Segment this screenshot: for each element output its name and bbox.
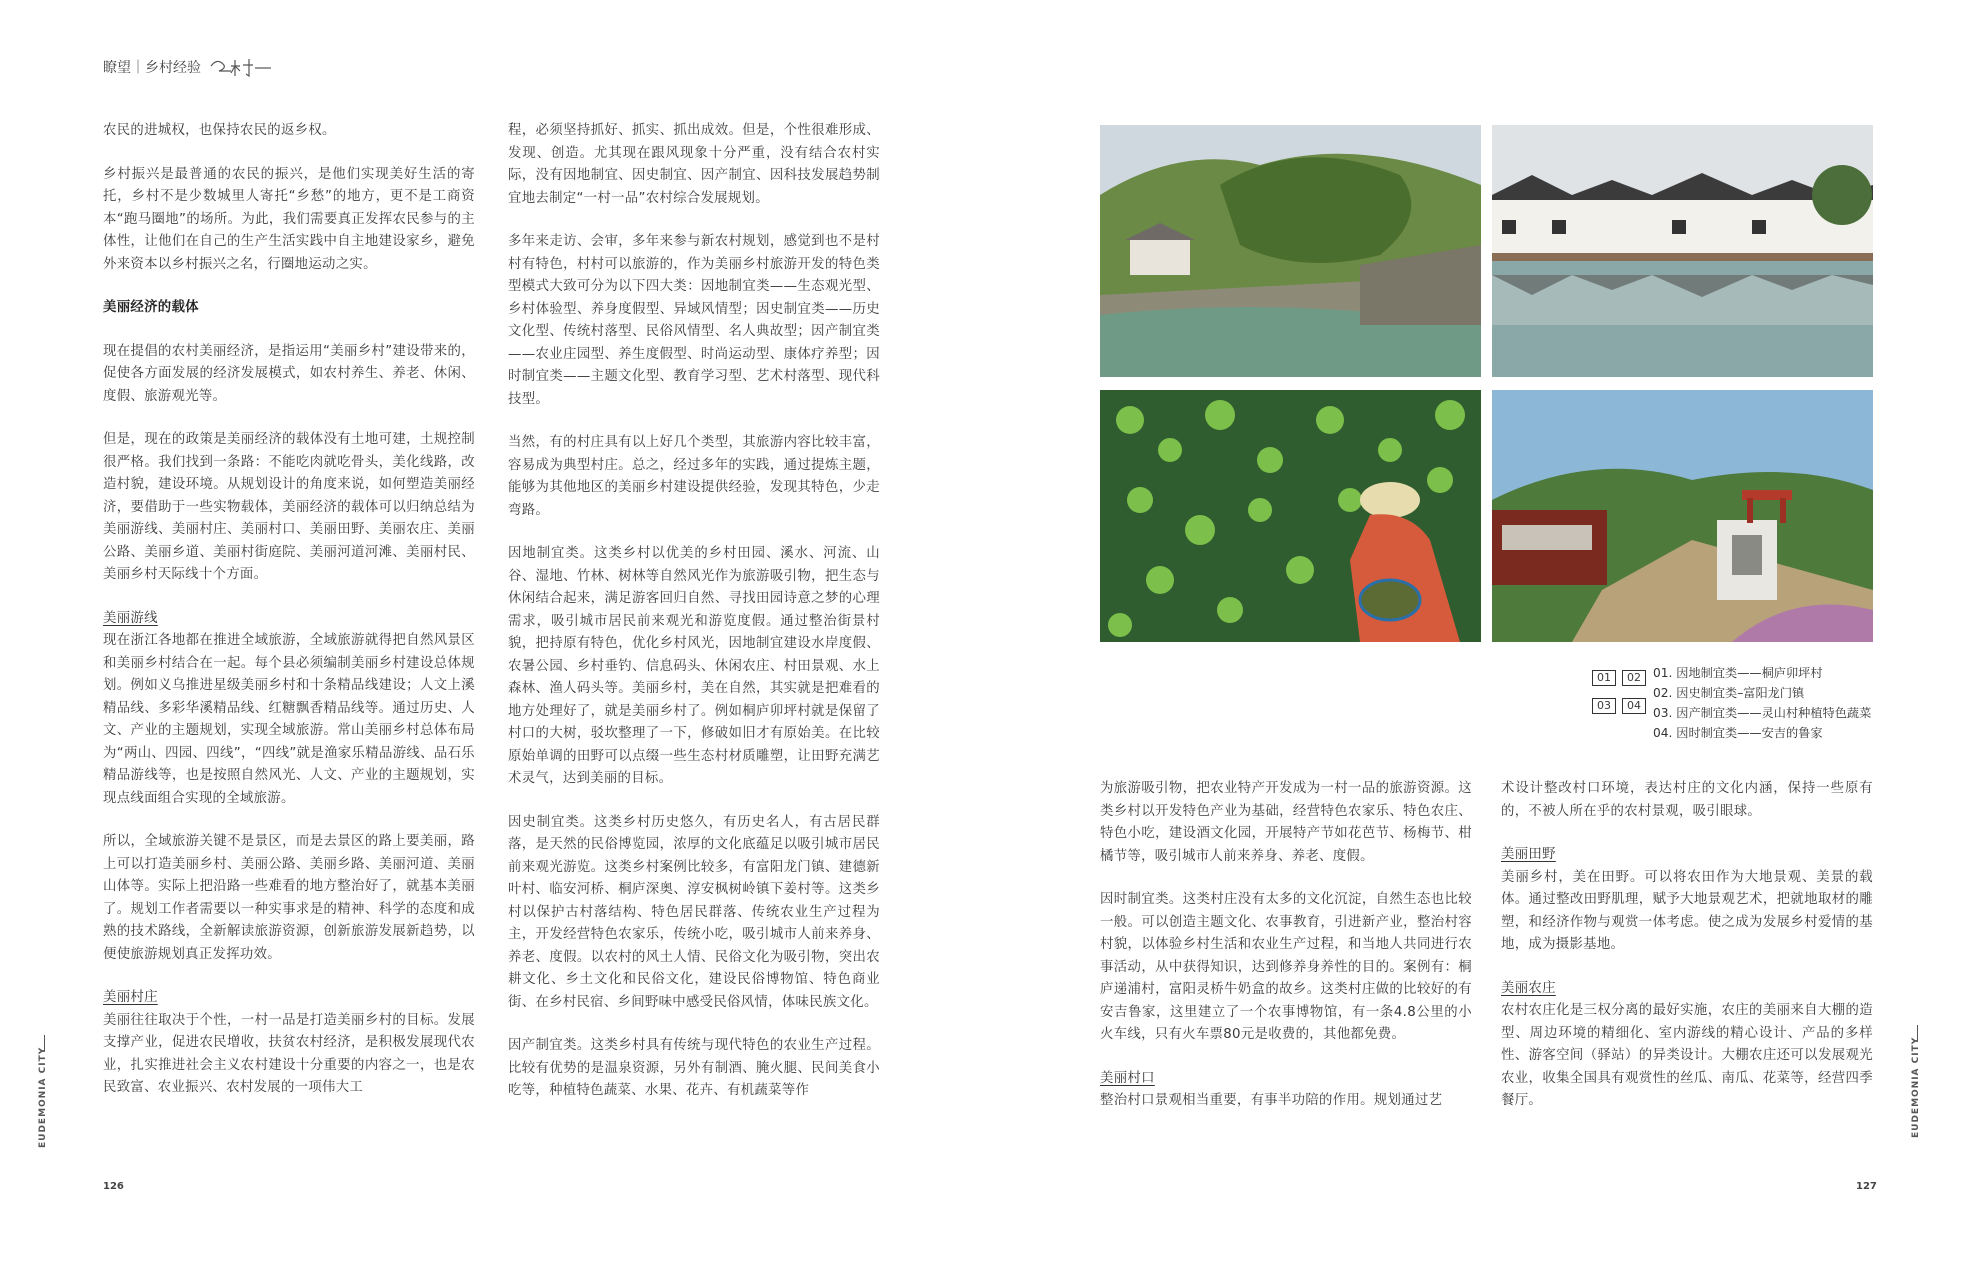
photo-01 [1100,125,1481,377]
caption: 02. 因史制宜类–富阳龙门镇 [1653,686,1805,700]
village-logo [207,56,273,78]
page-number: 126 [103,1181,124,1192]
column-1 [103,120,475,1100]
caption-number: 03 [1592,698,1616,714]
caption-number: 02 [1622,670,1646,686]
paragraph: 现在提倡的农村美丽经济，是指运用“美丽乡村”建设带来的，促使各方面发展的经济发展模式，如农村养生、养老、休闲、度假、旅游观光等。 [103,343,475,404]
paragraph: 农民的进城权，也保持农民的返乡权。 [103,123,336,138]
subheading: 美丽村庄 [103,990,158,1005]
paragraph: 术设计整改村口环境，表达村庄的文化内涵，保持一些原有的，不被人所在乎的农村景观，吸引眼球。 [1501,781,1873,819]
subheading: 美丽村口 [1100,1070,1155,1086]
caption-number: 04 [1622,698,1646,714]
brand-vertical: EUDEMONIA CITY [38,1046,48,1148]
caption: 01. 因地制宜类——桐庐卯坪村 [1653,666,1823,680]
paragraph: 但是，现在的政策是美丽经济的载体没有土地可建，土规控制很严格。我们找到一条路：不能吃肉就吃骨头，美化线路，改造村貌，建设环境。从规划设计的角度来说，如何塑造美丽经济，要借助于一些实物载体，美丽经济的载体可以归纳总结为美丽游线、美丽村庄、美丽村口、美丽田野、美丽农庄、美丽公路、美丽乡道、美丽村街庭院、美丽河道河滩、美丽村民、美丽乡村天际线十个方面。 [103,432,475,582]
page-number: 127 [1856,1181,1877,1192]
caption-number: 01 [1592,670,1616,686]
paragraph: 美丽乡村，美在田野。可以将农田作为大地景观、美景的载体。通过整改田野肌理，赋予大地景观艺术，把就地取材的雕塑，和经济作物与观赏一体考虑。使之成为发展乡村爱情的基地，成为摄影基地。 [1501,869,1873,952]
column-2 [508,120,880,1103]
right-page [981,0,1962,1264]
page-header [103,56,273,78]
paragraph: 乡村振兴是最普通的农民的振兴，是他们实现美好生活的寄托，乡村不是少数城里人寄托“乡愁”的地方，更不是工商资本“跑马圈地”的场所。为此，我们需要真正发挥农民参与的主体性，让他们在自己的生产生活实践中自主地建设家乡，避免外来资本以乡村振兴之名，行圈地运动之实。 [103,166,475,272]
photo-captions [1653,663,1871,743]
paragraph: 因产制宜类。这类乡村具有传统与现代特色的农业生产过程。比较有优势的是温泉资源，另外有制酒、腌火腿、民间美食小吃等，种植特色蔬菜、水果、花卉、有机蔬菜等作 [508,1038,880,1098]
caption-number-grid [1592,666,1652,722]
paragraph: 程，必须坚持抓好、抓实、抓出成效。但是，个性很难形成、发现、创造。尤其现在跟风现象十分严重，没有结合农村实际，没有因地制宜、因史制宜、因产制宜、因科技发展趋势制宜地去制定“一村一品”农村综合发展规划。 [508,123,880,206]
subheading: 美丽游线 [103,610,158,626]
paragraph: 农村农庄化是三权分离的最好实施，农庄的美丽来自大棚的造型、周边环境的精细化、室内游线的精心设计、产品的多样性、游客空间（驿站）的异类设计。大棚农庄还可以发展观光农业，收集全国具有观赏性的丝瓜、南瓜、花菜等，经营四季餐厅。 [1501,1003,1873,1108]
column-3 [1100,778,1472,1113]
paragraph: 因史制宜类。这类乡村历史悠久，有历史名人，有古居民群落，是天然的民俗博览园，浓厚的文化底蕴足以吸引城市居民前来观光游览。这类乡村案例比较多，有富阳龙门镇、建德新叶村、临安河桥、桐庐深奥、淳安枫树岭镇下姜村等。这类乡村以保护古村落结构、特色居民群落、传统农业生产过程为主，开发经营特色农家乐，传统小吃，吸引城市人前来养身、养老、度假。以农村的风土人情、民俗文化为吸引物，突出农耕文化、乡土文化和民俗文化，建设民俗博物馆、特色商业街、在乡村民宿、乡间野味中感受民俗风情，体味民族文化。 [508,814,880,1010]
paragraph: 为旅游吸引物，把农业特产开发成为一村一品的旅游资源。这类乡村以开发特色产业为基础，经营特色农家乐、特色农庄、特色小吃，建设酒文化园，开展特产节如花芭节、杨梅节、柑橘节等，吸引城市人前来养身、养老、度假。 [1100,781,1472,864]
section-heading: 美丽经济的载体 [103,300,199,315]
subheading: 美丽田野 [1501,847,1556,862]
brand-vertical: EUDEMONIA CITY [1911,1036,1921,1138]
paragraph: 所以，全域旅游关键不是景区，而是去景区的路上要美丽，路上可以打造美丽乡村、美丽公路、美丽乡路、美丽河道、美丽山体等。实际上把沿路一些难看的地方整治好了，就基本美丽了。规划工作者需要以一种实事求是的精神、科学的态度和成熟的技术路线，全新解读旅游资源，创新旅游发展新趋势，以便使旅游规划真正发挥功效。 [103,834,475,962]
section-title: 瞭望｜乡村经验 [103,60,201,76]
paragraph: 整治村口景观相当重要，有事半功陪的作用。规划通过艺 [1100,1093,1443,1108]
paragraph: 美丽往往取决于个性，一村一品是打造美丽乡村的目标。发展支撑产业，促进农民增收，扶贫农村经济，是积极发展现代农业，扎实推进社会主义农村建设十分重要的内容之一，也是农民致富、农业振兴、农村发展的一项伟大工 [103,1012,475,1095]
paragraph: 多年来走访、会审，多年来参与新农村规划，感觉到也不是村村有特色，村村可以旅游的，作为美丽乡村旅游开发的特色类型模式大致可分为以下四大类：因地制宜类——生态观光型、乡村体验型、养身度假型、异域风情型；因史制宜类——历史文化型、传统村落型、民俗风情型、名人典故型；因产制宜类——农业庄园型、养生度假型、时尚运动型、康体疗养型；因时制宜类——主题文化型、教育学习型、艺术村落型、现代科技型。 [508,234,880,407]
paragraph: 因地制宜类。这类乡村以优美的乡村田园、溪水、河流、山谷、湿地、竹林、树林等自然风光作为旅游吸引物，把生态与休闲结合起来，满足游客回归自然、寻找田园诗意之梦的心理需求，吸引城市居民前来观光和游览度假。通过整治街景村貌，把持原有特色，优化乡村风光，因地制宜建设水岸度假、农暑公园、乡村垂钓、信息码头、休闲农庄、村田景观、水上森林、渔人码头等。美丽乡村，美在自然，其实就是把难看的地方处理好了，就是美丽乡村了。例如桐庐卯坪村就是保留了村口的大树，驳坎整理了一下，修破如旧才有原始美。在比较原始单调的田野可以点缀一些生态村材质雕塑，让田野充满艺术灵气，达到美丽的目标。 [508,546,880,786]
column-4 [1501,778,1873,1113]
subheading: 美丽农庄 [1501,980,1556,996]
photo-04 [1492,390,1873,642]
photo-02 [1492,125,1873,377]
paragraph: 现在浙江各地都在推进全域旅游，全域旅游就得把自然风景区和美丽乡村结合在一起。每个县必须编制美丽乡村建设总体规划。例如义乌推进星级美丽乡村和十条精品线建设；人文上溪精品线、多彩华溪精品线、红糖飘香精品线等。通过历史、人文、产业的主题规划，实现全域旅游。常山美丽乡村总体布局为“两山、四园、四线”，“四线”就是渔家乐精品游线、品石乐精品游线等，也是按照自然风光、人文、产业的主题规划，实现点线面组合实现的全域旅游。 [103,633,475,806]
caption: 04. 因时制宜类——安吉的鲁家 [1653,726,1823,740]
caption: 03. 因产制宜类——灵山村种植特色蔬菜 [1653,706,1872,720]
paragraph: 因时制宜类。这类村庄没有太多的文化沉淀，自然生态也比较一般。可以创造主题文化、农事教育，引进新产业，整治村容村貌，以体验乡村生活和农业生产过程，和当地人共同进行农事活动，从中获得知识，达到修养身养性的目的。案例有：桐庐递浦村，富阳灵桥牛奶盒的故乡。这类村庄做的比较好的有安吉鲁家，这里建立了一个农事博物馆，有一条4.8公里的小火车线，只有火车票80元是收费的，其他都免费。 [1100,892,1472,1042]
photo-03 [1100,390,1481,642]
paragraph: 当然，有的村庄具有以上好几个类型，其旅游内容比较丰富，容易成为典型村庄。总之，经过多年的实践，通过提炼主题，能够为其他地区的美丽乡村建设提供经验，发现其特色，少走弯路。 [508,435,880,518]
